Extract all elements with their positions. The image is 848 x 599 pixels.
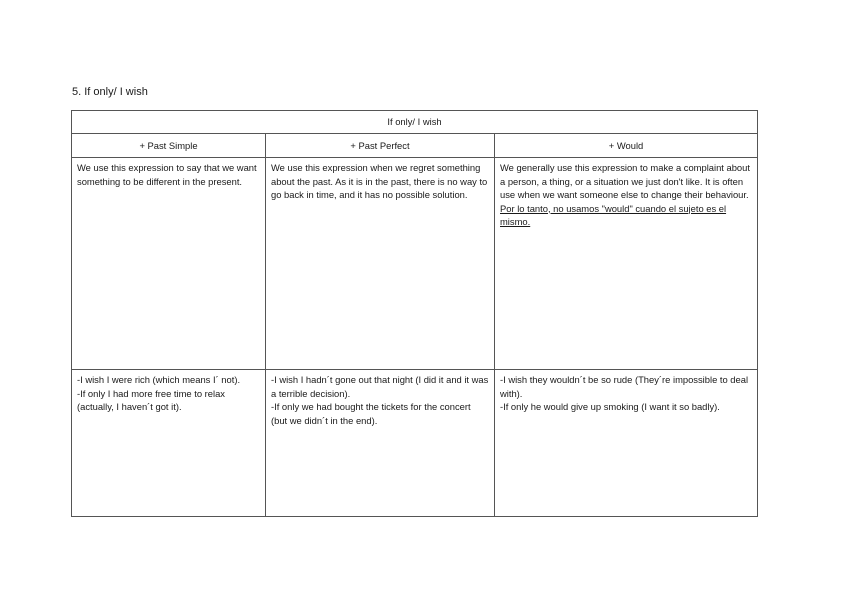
description-note-underlined: Por lo tanto, no usamos "would" cuando el sujeto es el mismo. bbox=[500, 202, 727, 227]
example-line: -If only I had more free time to relax (actually, I haven´t got it). bbox=[77, 387, 225, 412]
examples-past-simple bbox=[72, 370, 266, 517]
column-header-row bbox=[72, 134, 758, 158]
examples-row bbox=[72, 370, 758, 517]
header-past-simple: + Past Simple bbox=[72, 134, 266, 158]
example-line: -If only he would give up smoking (I want it so badly). bbox=[500, 401, 720, 412]
example-line: -I wish they wouldn´t be so rude (They´re impossible to deal with). bbox=[500, 374, 749, 399]
description-would bbox=[495, 158, 758, 370]
description-text: We generally use this expression to make a complaint about a person, a thing, or a situation we just don't like. It is often use when we want someone else to change their behaviour. bbox=[500, 162, 750, 200]
description-past-simple bbox=[72, 158, 266, 370]
example-line: -I wish I hadn´t gone out that night (I did it and it was a terrible decision). bbox=[271, 374, 489, 399]
description-row bbox=[72, 158, 758, 370]
examples-past-perfect bbox=[266, 370, 495, 517]
description-text: We use this expression to say that we want something to be different in the present. bbox=[77, 162, 257, 187]
example-line: -I wish I were rich (which means I´ not). bbox=[77, 374, 241, 385]
example-line: -If only we had bought the tickets for the concert (but we didn´t in the end). bbox=[271, 401, 471, 426]
table-title-row bbox=[72, 111, 758, 134]
header-past-perfect: + Past Perfect bbox=[266, 134, 495, 158]
table-title: If only/ I wish bbox=[72, 111, 758, 134]
description-past-perfect bbox=[266, 158, 495, 370]
description-text: We use this expression when we regret something about the past. As it is in the past, there is no way to go back in time, and it has no possible solution. bbox=[271, 162, 488, 200]
if-only-wish-table bbox=[71, 110, 758, 517]
section-heading: 5. If only/ I wish bbox=[72, 86, 148, 98]
header-would: + Would bbox=[495, 134, 758, 158]
examples-would bbox=[495, 370, 758, 517]
